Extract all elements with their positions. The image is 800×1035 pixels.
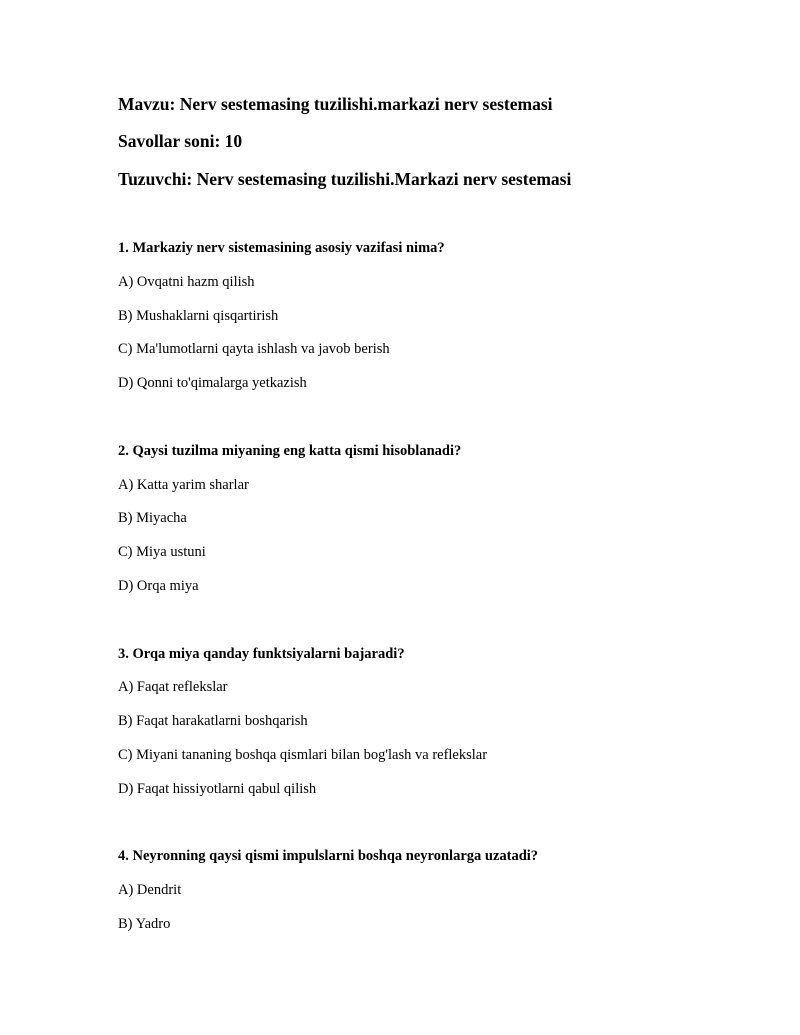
question-1-option-c: C) Ma'lumotlarni qayta ishlash va javob berish xyxy=(118,341,390,357)
question-3-option-c: C) Miyani tananing boshqa qismlari bilan bog'lash va reflekslar xyxy=(118,747,488,763)
question-3: 3. Orqa miya qanday funktsiyalarni bajaradi? xyxy=(118,646,405,662)
question-3-option-a: A) Faqat reflekslar xyxy=(118,679,228,695)
question-2: 2. Qaysi tuzilma miyaning eng katta qismi hisoblanadi? xyxy=(118,443,462,459)
question-count-heading: Savollar soni: 10 xyxy=(118,131,243,151)
question-4-option-b: B) Yadro xyxy=(118,916,171,932)
question-1-option-d: D) Qonni to'qimalarga yetkazish xyxy=(118,375,307,391)
question-4-option-a: A) Dendrit xyxy=(118,882,182,898)
question-2-option-d: D) Orqa miya xyxy=(118,578,199,594)
topic-heading: Mavzu: Nerv sestemasing tuzilishi.markazi nerv sestemasi xyxy=(118,94,553,114)
question-2-option-c: C) Miya ustuni xyxy=(118,544,206,560)
question-3-option-b: B) Faqat harakatlarni boshqarish xyxy=(118,713,308,729)
question-2-option-a: A) Katta yarim sharlar xyxy=(118,477,249,493)
question-1-option-b: B) Mushaklarni qisqartirish xyxy=(118,308,279,324)
author-heading: Tuzuvchi: Nerv sestemasing tuzilishi.Markazi nerv sestemasi xyxy=(118,169,572,189)
question-4: 4. Neyronning qaysi qismi impulslarni boshqa neyronlarga uzatadi? xyxy=(118,848,539,864)
question-1-option-a: A) Ovqatni hazm qilish xyxy=(118,274,255,290)
question-1: 1. Markaziy nerv sistemasining asosiy vazifasi nima? xyxy=(118,240,445,256)
question-3-option-d: D) Faqat hissiyotlarni qabul qilish xyxy=(118,781,317,797)
question-2-option-b: B) Miyacha xyxy=(118,510,187,526)
